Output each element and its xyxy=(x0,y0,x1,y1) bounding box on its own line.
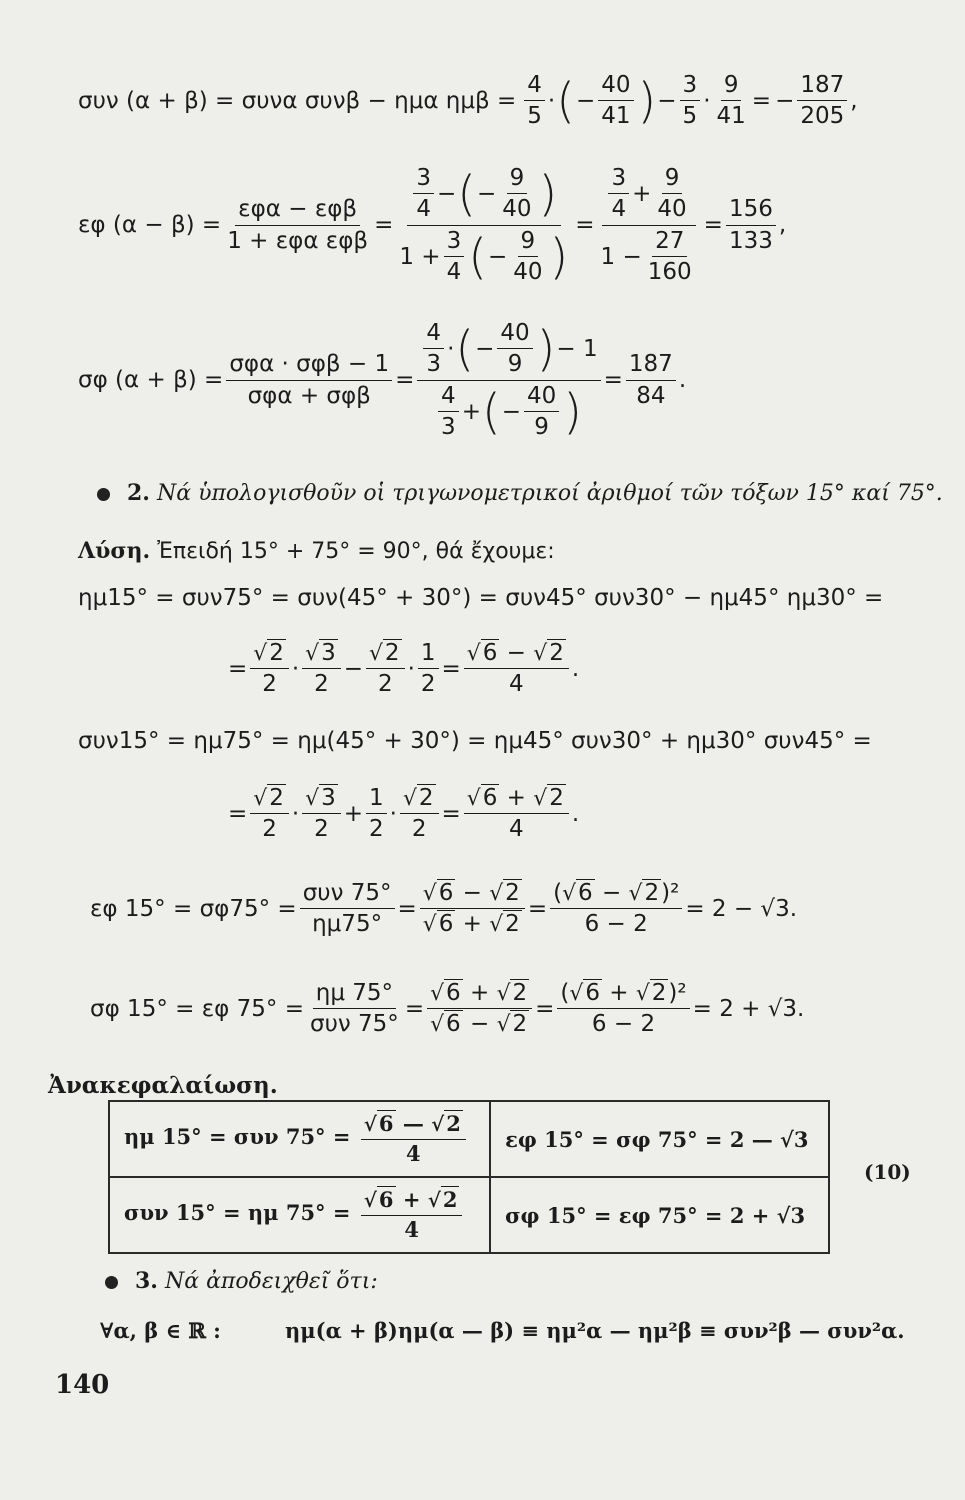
result-fraction: $\frac{156}{133}$ xyxy=(726,196,776,254)
compound-fraction: $\frac{4}{3}$ · ( − $\frac{40}{9}$ ) − 1 $\frac{4}{3}$ + ( − $\frac{40}{9}$ ) xyxy=(417,320,600,441)
equation-lhs: συν (α + β) = συνα συνβ − ημα ημβ = xyxy=(78,87,517,114)
solution-intro: Λύση. Ἐπειδή 15° + 75° = 90°, θά ἔχουμε: xyxy=(78,538,555,564)
fraction: $\frac{9}{41}$ xyxy=(716,72,746,130)
equation-sin15-line2: = $\frac{√2}{2}$ · $\frac{√3}{2}$ − $\frac{√2}{2}$ · $\frac{1}{2}$ = $\frac{√6 - √2}{4}$ . xyxy=(228,640,580,698)
result-fraction: $\frac{187}{84}$ xyxy=(626,351,676,409)
exercise-3-statement: 3. Νά ἀποδειχθεῖ ὅτι: xyxy=(105,1268,378,1294)
fraction: $\frac{4}{5}$ xyxy=(524,72,545,130)
equation-tan-difference: εφ (α − β) = $\frac{\text{εφα − εφβ}}{\text{1 + εφα εφβ}}$ = $\frac{3}{4}$ − ( − $\frac{9}{40}$ ) 1 + $\frac{3}{4}$ ( − $\frac{9}{40}$ ) = $\frac{3}{4}$ + $\frac{9}{40}$ 1 − $\frac{27}{160}$ = $\frac{156}{133}$ , xyxy=(78,165,787,286)
compound-fraction: $\frac{3}{4}$ − ( − $\frac{9}{40}$ ) 1 + $\frac{3}{4}$ ( − $\frac{9}{40}$ ) xyxy=(399,165,569,286)
definition-fraction: $\frac{\text{σφα · σφβ − 1}}{\text{σφα + σφβ}}$ xyxy=(226,351,392,409)
fraction: $\frac{40}{41}$ xyxy=(598,72,633,130)
summary-cell-sin15: ημ 15° = συν 75° = $\frac{√6 — √2}{4}$ xyxy=(109,1101,490,1177)
summary-cell-cot15: σφ 15° = εφ 75° = 2 + √3 xyxy=(490,1177,829,1253)
fraction: $\frac{3}{5}$ xyxy=(680,72,701,130)
equation-tag: (10) xyxy=(864,1160,911,1184)
compound-fraction: $\frac{3}{4}$ + $\frac{9}{40}$ 1 − $\frac{27}{160}$ xyxy=(598,165,701,286)
equation-cos15-line1: συν15° = ημ75° = ημ(45° + 30°) = ημ45° συν30° + ημ30° συν45° = xyxy=(78,728,872,754)
equation-tan15: εφ 15° = σφ75° = $\frac{\text{συν 75°}}{\eta\mu 75^\circ}$ = $\frac{√6 - √2}{√6 + √2}$ = $\frac{\text{(√6 − √2)²}}{6 - 2}$ = 2 − √3. xyxy=(90,880,798,938)
equation-cos15-line2: = $\frac{√2}{2}$ · $\frac{√3}{2}$ + $\frac{1}{2}$ · $\frac{√2}{2}$ = $\frac{√6 + √2}{4}$ . xyxy=(228,785,580,843)
equation-cot-sum: σφ (α + β) = $\frac{\text{σφα · σφβ − 1}}{\text{σφα + σφβ}}$ = $\frac{4}{3}$ · ( − $\frac{40}{9}$ ) − 1 $\frac{4}{3}$ + ( − $\frac{40}{9}$ ) = $\frac{187}{84}$ . xyxy=(78,320,687,441)
summary-table xyxy=(108,1100,830,1254)
equation-lhs: σφ (α + β) = xyxy=(78,367,224,394)
equation-lhs: εφ (α − β) = xyxy=(78,212,222,239)
result-fraction: $\frac{187}{205}$ xyxy=(797,72,847,130)
bullet-icon xyxy=(105,1276,118,1289)
exercise-3-identity: ημ(α + β)ημ(α — β) ≡ ημ²α — ημ²β ≡ συν²β — συν²α. xyxy=(285,1318,905,1343)
equation-cot15: σφ 15° = εφ 75° = $\frac{\eta\mu 75^\circ}{\text{συν 75°}}$ = $\frac{√6 + √2}{√6 - √2}$ = $\frac{\text{(√6 + √2)²}}{6 - 2}$ = 2 + √3. xyxy=(90,980,805,1038)
summary-heading: Ἀνακεφαλαίωση. xyxy=(48,1072,278,1099)
summary-cell-tan15: εφ 15° = σφ 75° = 2 — √3 xyxy=(490,1101,829,1177)
equation-cos-sum: συν (α + β) = συνα συνβ − ημα ημβ = $\frac{4}{5}$ · ( − $\frac{40}{41}$ ) − $\frac{3}{5}$ · $\frac{9}{41}$ = − $\frac{187}{205}$ , xyxy=(78,72,858,130)
page-number: 140 xyxy=(55,1370,110,1400)
equation-sin15-line1: ημ15° = συν75° = συν(45° + 30°) = συν45° συν30° − ημ45° ημ30° = xyxy=(78,585,884,611)
exercise-2-statement: 2. Νά ὑπολογισθοῦν οἱ τριγωνομετρικοί ἀριθμοί τῶν τόξων 15° καί 75°. xyxy=(97,480,943,506)
summary-cell-cos15: συν 15° = ημ 75° = $\frac{√6 + √2}{4}$ xyxy=(109,1177,490,1253)
exercise-3-quantifier: ∀α, β ∈ ℝ : xyxy=(100,1318,221,1343)
definition-fraction: $\frac{\text{εφα − εφβ}}{\text{1 + εφα εφβ}}$ xyxy=(227,196,369,254)
bullet-icon xyxy=(97,488,110,501)
